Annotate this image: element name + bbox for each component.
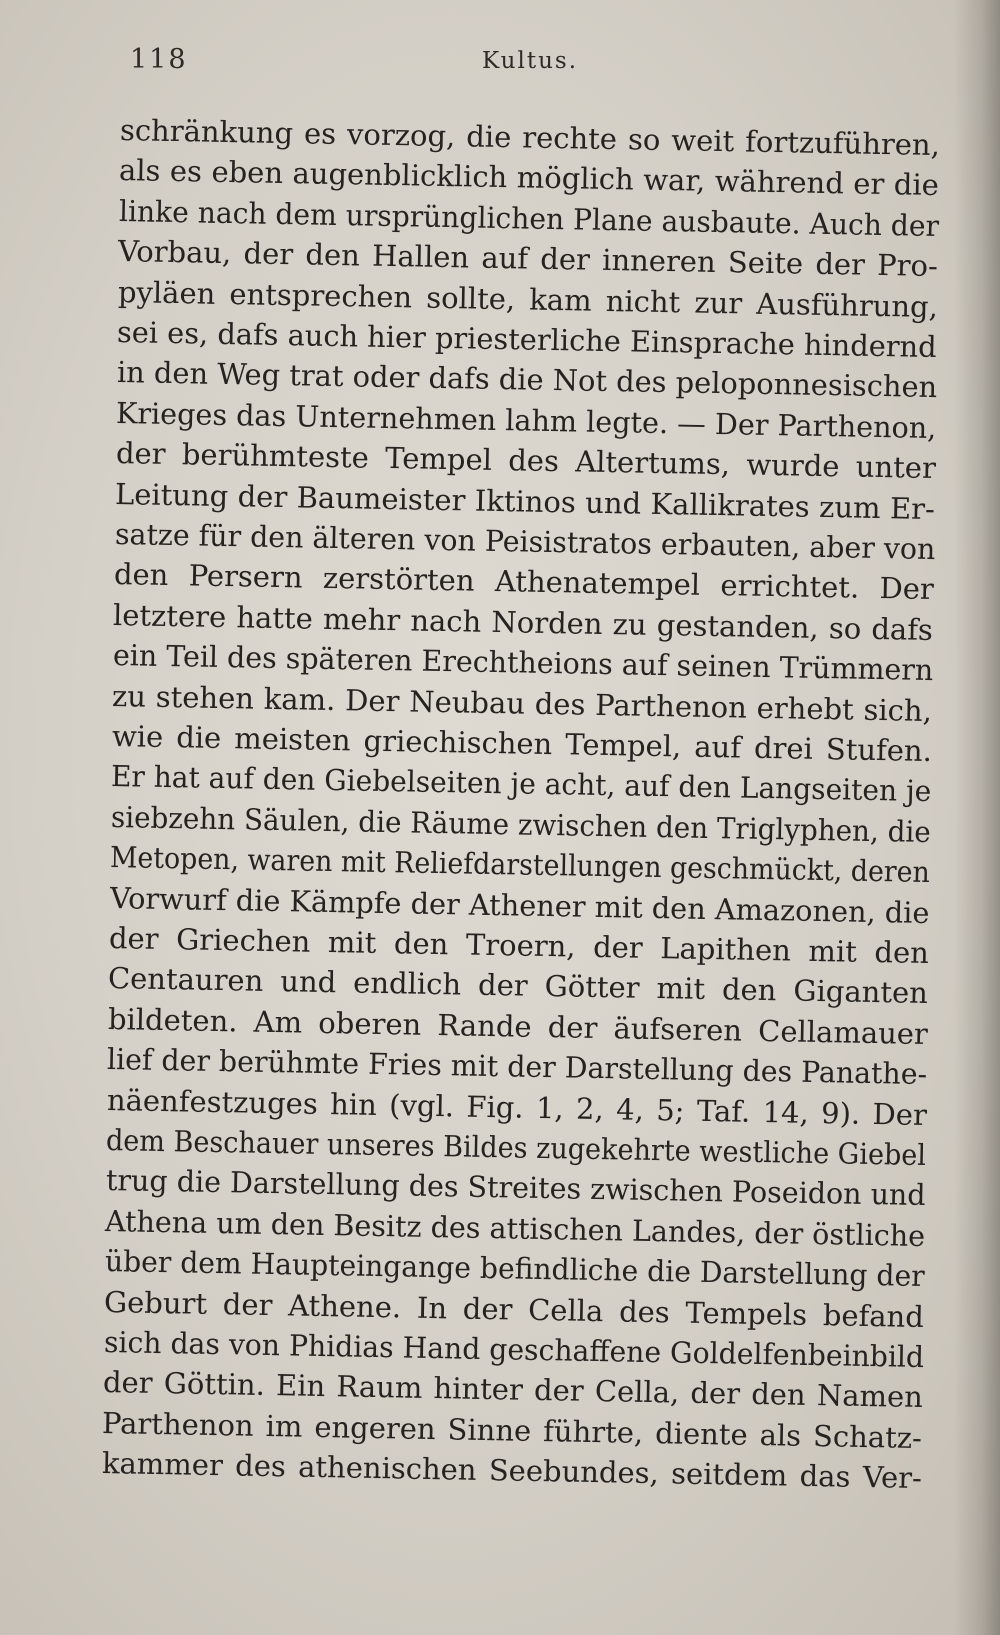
text-line: Krieges das Unternehmen lahm legte. — Der Parthenon, bbox=[115, 395, 937, 445]
page-number: 118 bbox=[130, 44, 188, 75]
text-line: dem Beschauer unseres Bildes zugekehrte westliche Giebel bbox=[105, 1123, 927, 1173]
text-line: Centauren und endlich der Götter mit den Giganten bbox=[108, 961, 929, 1011]
text-line: ein Teil des späteren Erechtheions auf seinen Trümmern bbox=[112, 638, 934, 688]
text-line: kammer des athenischen Seebundes, seitdem das Ver- bbox=[101, 1446, 923, 1496]
text-line: pyläen entsprechen sollte, kam nicht zur Ausführung, bbox=[117, 274, 938, 324]
text-line: Er hat auf den Giebelseiten je acht, auf den Langseiten je bbox=[110, 759, 932, 809]
text-line: der berühmteste Tempel des Altertums, wurde unter bbox=[115, 436, 936, 486]
text-line: schränkung es vorzog, die rechte so weit fortzuführen, bbox=[119, 113, 941, 163]
text-line: sich das von Phidias Hand geschaffene Goldelfenbeinbild bbox=[103, 1325, 924, 1375]
text-line: der Griechen mit den Troern, der Lapithen mit den bbox=[108, 921, 930, 971]
text-line: in den Weg trat oder dafs die Not des peloponnesischen bbox=[116, 355, 938, 405]
page-edge-shadow bbox=[954, 0, 1000, 1635]
text-line: Leitung der Baumeister Iktinos und Kallikrates zum Er- bbox=[114, 476, 936, 526]
text-line: über dem Haupteingange befindliche die Darstellung der bbox=[104, 1244, 925, 1294]
text-line: Vorwurf die Kämpfe der Athener mit den Amazonen, die bbox=[109, 880, 930, 930]
text-line: Vorbau, der den Hallen auf der inneren Seite der Pro- bbox=[118, 234, 939, 284]
text-line: sei es, dafs auch hier priesterliche Einsprache hindernd bbox=[116, 315, 938, 365]
running-head: Kultus. bbox=[482, 48, 579, 74]
text-line: Geburt der Athene. In der Cella des Tempels befand bbox=[103, 1284, 925, 1334]
text-line: näenfestzuges hin (vgl. Fig. 1, 2, 4, 5; Taf. 14, 9). Der bbox=[106, 1082, 927, 1132]
text-line: Parthenon im engeren Sinne führte, diente als Schatz- bbox=[102, 1405, 923, 1455]
text-line: Athena um den Besitz des attischen Landes, der östliche bbox=[104, 1203, 926, 1253]
text-line: lief der berühmte Fries mit der Darstellung des Panathe- bbox=[107, 1042, 928, 1092]
text-line: wie die meisten griechischen Tempel, auf drei Stufen. bbox=[111, 719, 932, 769]
text-line: zu stehen kam. Der Neubau des Parthenon erhebt sich, bbox=[112, 678, 933, 728]
text-line: den Persern zerstörten Athenatempel errichtet. Der bbox=[113, 557, 935, 607]
text-line: siebzehn Säulen, die Räume zwischen den Triglyphen, die bbox=[110, 799, 931, 849]
text-line: als es eben augenblicklich möglich war, während er die bbox=[119, 153, 940, 203]
text-line: letztere hatte mehr nach Norden zu gestanden, so dafs bbox=[113, 597, 934, 647]
text-line: Metopen, waren mit Reliefdarstellungen geschmückt, deren bbox=[109, 840, 931, 890]
text-line: satze für den älteren von Peisistratos erbauten, aber von bbox=[114, 517, 936, 567]
text-line: der Göttin. Ein Raum hinter der Cella, der den Namen bbox=[102, 1365, 924, 1415]
text-line: linke nach dem ursprünglichen Plane ausbaute. Auch der bbox=[118, 193, 940, 243]
text-line: trug die Darstellung des Streites zwischen Poseidon und bbox=[105, 1163, 926, 1213]
text-line: bildeten. Am oberen Rande der äufseren Cellamauer bbox=[107, 1001, 929, 1051]
